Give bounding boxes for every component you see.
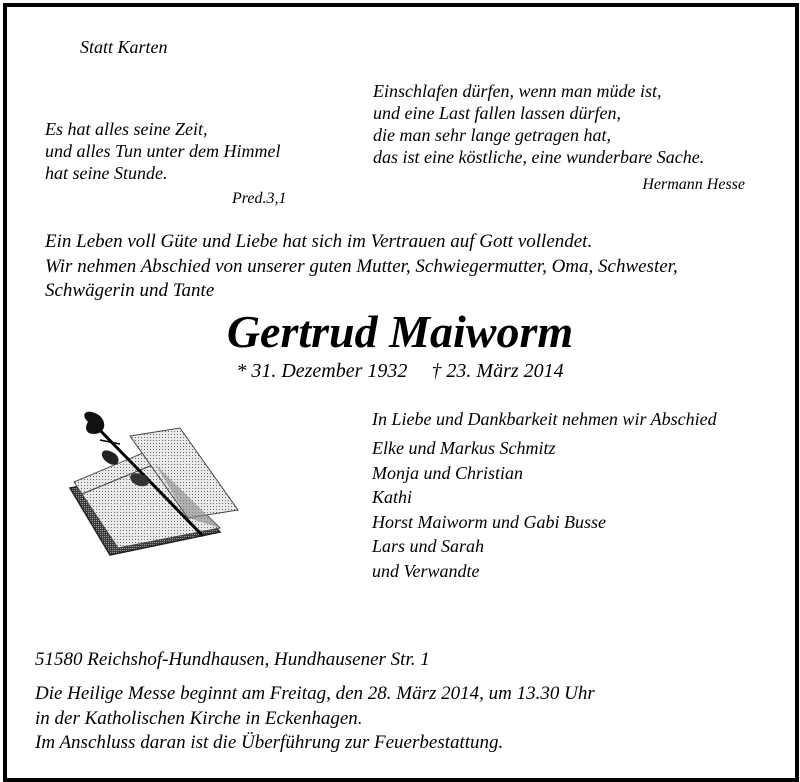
mourners-heading: In Liebe und Dankbarkeit nehmen wir Abschied <box>372 409 717 429</box>
intro-line: Schwägerin und Tante <box>45 280 215 301</box>
address: 51580 Reichshof-Hundhausen, Hundhausener Str. 1 <box>35 649 430 670</box>
deceased-name: Gertrud Maiworm <box>226 306 574 357</box>
list-item: Lars und Sarah <box>372 536 485 556</box>
service-line: in der Katholischen Kirche in Eckenhagen. <box>35 707 363 729</box>
service-line: Im Anschluss daran ist die Überführung zur Feuerbestattung. <box>35 732 504 753</box>
list-item: Monja und Christian <box>372 462 524 483</box>
book-with-rose-icon <box>60 410 270 570</box>
quote-left-line: Es hat alles seine Zeit, <box>45 119 208 139</box>
quote-left-source: Pred.3,1 <box>232 190 287 207</box>
statt-karten-label: Statt Karten <box>80 37 168 57</box>
service-info <box>35 682 595 756</box>
list-item: und Verwandte <box>372 560 480 581</box>
list-item: Horst Maiworm und Gabi Busse <box>372 511 607 532</box>
quote-right-author: Hermann Hesse <box>642 176 745 193</box>
birth-date: * 31. Dezember 1932 <box>236 360 408 382</box>
mourners-list <box>372 437 606 584</box>
quote-right <box>373 80 704 168</box>
quote-left-line: und alles Tun unter dem Himmel <box>45 141 281 161</box>
life-dates <box>0 360 800 383</box>
quote-right-line: und eine Last fallen lassen dürfen, <box>373 103 621 123</box>
intro-line: Ein Leben voll Güte und Liebe hat sich im Vertrauen auf Gott vollendet. <box>45 231 593 252</box>
service-line: Die Heilige Messe beginnt am Freitag, den 28. März 2014, um 13.30 Uhr <box>35 683 595 704</box>
quote-left-line: hat seine Stunde. <box>45 163 168 183</box>
list-item: Kathi <box>372 487 413 507</box>
death-date: † 23. März 2014 <box>431 360 564 382</box>
intro-line: Wir nehmen Abschied von unserer guten Mutter, Schwiegermutter, Oma, Schwester, <box>45 255 678 277</box>
intro-text <box>45 230 678 304</box>
list-item: Elke und Markus Schmitz <box>372 438 556 458</box>
quote-right-line: das ist eine köstliche, eine wunderbare Sache. <box>373 147 705 167</box>
quote-right-line: Einschlafen dürfen, wenn man müde ist, <box>373 81 662 101</box>
quote-right-line: die man sehr lange getragen hat, <box>373 125 611 145</box>
quote-left <box>45 118 281 184</box>
